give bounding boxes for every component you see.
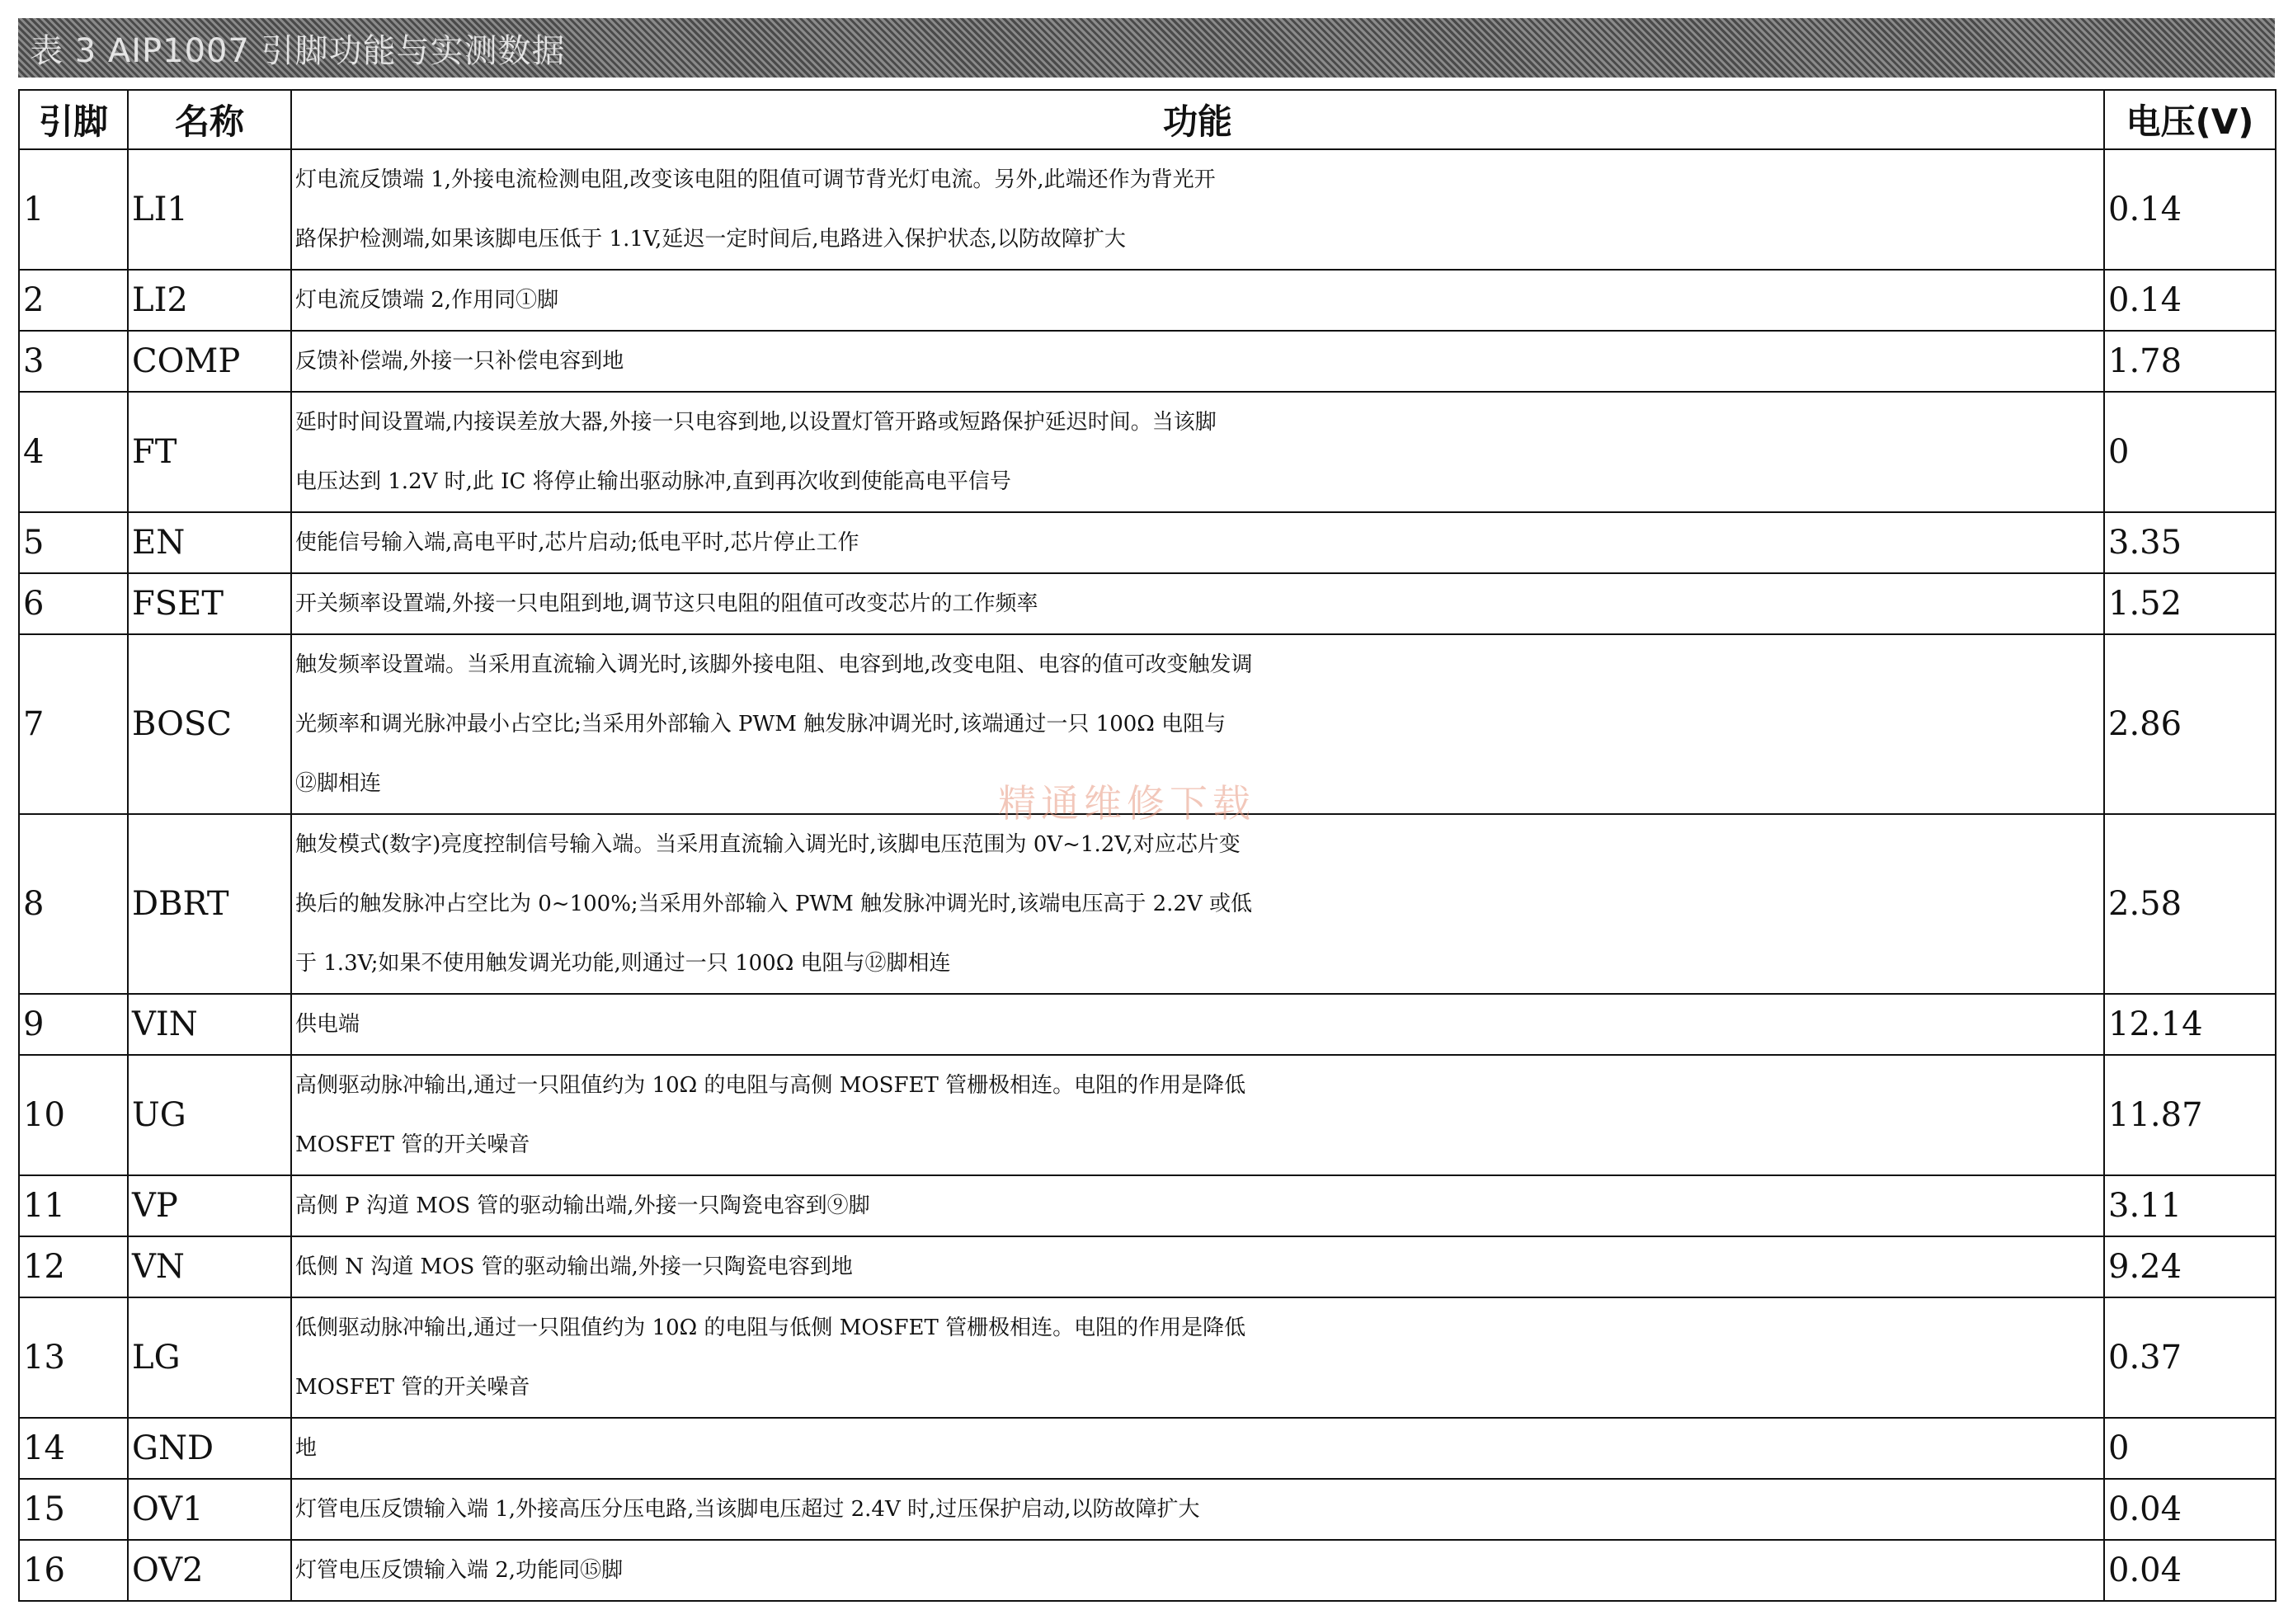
- table-row: [19, 1236, 2276, 1297]
- table-row: [19, 512, 2276, 573]
- pin-voltage: 0.14: [2104, 270, 2276, 331]
- pin-function: [291, 814, 2104, 994]
- function-line: 高侧驱动脉冲输出,通过一只阻值约为 10Ω 的电阻与高侧 MOSFET 管栅极相连。电阻的作用是降低: [295, 1073, 1246, 1098]
- pin-function: [291, 1479, 2104, 1540]
- pin-name: VP: [128, 1175, 291, 1236]
- function-line: MOSFET 管的开关噪音: [295, 1132, 530, 1157]
- pin-number: 12: [19, 1236, 128, 1297]
- function-line: 灯管电压反馈输入端 1,外接高压分压电路,当该脚电压超过 2.4V 时,过压保护启动,以防故障扩大: [295, 1497, 1200, 1522]
- pin-name: EN: [128, 512, 291, 573]
- function-line: 触发模式(数字)亮度控制信号输入端。当采用直流输入调光时,该脚电压范围为 0V~1.2V,对应芯片变: [295, 832, 1241, 857]
- pin-name: OV2: [128, 1540, 291, 1601]
- pin-function: [291, 573, 2104, 634]
- function-line: 光频率和调光脉冲最小占空比;当采用外部输入 PWM 触发脉冲调光时,该端通过一只 100Ω 电阻与: [295, 712, 1227, 737]
- pin-function: [291, 634, 2104, 814]
- table-row: [19, 1297, 2276, 1418]
- pin-voltage: 0.14: [2104, 149, 2276, 270]
- pin-function: [291, 149, 2104, 270]
- pin-function: [291, 512, 2104, 573]
- table-row: [19, 1175, 2276, 1236]
- pin-function: [291, 1055, 2104, 1175]
- pin-function-table: [18, 89, 2277, 1602]
- pin-number: 4: [19, 392, 128, 512]
- pin-name: BOSC: [128, 634, 291, 814]
- function-line: 换后的触发脉冲占空比为 0~100%;当采用外部输入 PWM 触发脉冲调光时,该端电压高于 2.2V 或低: [295, 892, 1252, 916]
- pin-voltage: 0.37: [2104, 1297, 2276, 1418]
- pin-function: [291, 270, 2104, 331]
- pin-number: 11: [19, 1175, 128, 1236]
- pin-function: [291, 994, 2104, 1055]
- pin-voltage: 9.24: [2104, 1236, 2276, 1297]
- function-line: 电压达到 1.2V 时,此 IC 将停止输出驱动脉冲,直到再次收到使能高电平信号: [295, 469, 1011, 494]
- function-line: 灯电流反馈端 2,作用同①脚: [295, 288, 559, 313]
- pin-name: LI2: [128, 270, 291, 331]
- pin-function: [291, 1236, 2104, 1297]
- table-body: [19, 149, 2276, 1601]
- table-row: [19, 392, 2276, 512]
- table-row: [19, 1540, 2276, 1601]
- function-line: 灯管电压反馈输入端 2,功能同⑮脚: [295, 1558, 624, 1583]
- pin-number: 6: [19, 573, 128, 634]
- pin-number: 14: [19, 1418, 128, 1479]
- table-title: 表 3 AIP1007 引脚功能与实测数据: [30, 31, 566, 70]
- pin-number: 9: [19, 994, 128, 1055]
- table-row: [19, 270, 2276, 331]
- pin-number: 5: [19, 512, 128, 573]
- pin-name: FT: [128, 392, 291, 512]
- pin-number: 16: [19, 1540, 128, 1601]
- table-row: [19, 573, 2276, 634]
- function-line: 开关频率设置端,外接一只电阻到地,调节这只电阻的阻值可改变芯片的工作频率: [295, 591, 1038, 616]
- pin-voltage: 1.78: [2104, 331, 2276, 392]
- function-line: 低侧驱动脉冲输出,通过一只阻值约为 10Ω 的电阻与低侧 MOSFET 管栅极相连。电阻的作用是降低: [295, 1316, 1246, 1340]
- function-line: 灯电流反馈端 1,外接电流检测电阻,改变该电阻的阻值可调节背光灯电流。另外,此端还作为背光开: [295, 167, 1216, 192]
- pin-voltage: 3.11: [2104, 1175, 2276, 1236]
- table-row: [19, 634, 2276, 814]
- pin-number: 2: [19, 270, 128, 331]
- function-line: 路保护检测端,如果该脚电压低于 1.1V,延迟一定时间后,电路进入保护状态,以防故障扩大: [295, 227, 1126, 252]
- table-row: [19, 1418, 2276, 1479]
- pin-number: 7: [19, 634, 128, 814]
- pin-name: VIN: [128, 994, 291, 1055]
- header-row: [19, 90, 2276, 149]
- pin-function: [291, 1540, 2104, 1601]
- table-caption: [18, 18, 2275, 78]
- function-line: 延时时间设置端,内接误差放大器,外接一只电容到地,以设置灯管开路或短路保护延迟时间。当该脚: [295, 410, 1217, 435]
- table-row: [19, 1479, 2276, 1540]
- function-line: 触发频率设置端。当采用直流输入调光时,该脚外接电阻、电容到地,改变电阻、电容的值可改变触发调: [295, 652, 1253, 677]
- header-function: 功能: [291, 90, 2104, 149]
- pin-function: [291, 1297, 2104, 1418]
- header-name: 名称: [128, 90, 291, 149]
- pin-number: 3: [19, 331, 128, 392]
- table-row: [19, 1055, 2276, 1175]
- pin-name: COMP: [128, 331, 291, 392]
- header-pin: 引脚: [19, 90, 128, 149]
- pin-voltage: 0.04: [2104, 1540, 2276, 1601]
- function-line: 供电端: [295, 1012, 360, 1037]
- pin-number: 13: [19, 1297, 128, 1418]
- pin-voltage: 0: [2104, 392, 2276, 512]
- function-line: 地: [295, 1436, 318, 1461]
- pin-name: VN: [128, 1236, 291, 1297]
- function-line: 低侧 N 沟道 MOS 管的驱动输出端,外接一只陶瓷电容到地: [295, 1254, 853, 1279]
- function-line: 于 1.3V;如果不使用触发调光功能,则通过一只 100Ω 电阻与⑫脚相连: [295, 951, 951, 976]
- pin-number: 8: [19, 814, 128, 994]
- function-line: 使能信号输入端,高电平时,芯片启动;低电平时,芯片停止工作: [295, 530, 859, 555]
- pin-voltage: 2.58: [2104, 814, 2276, 994]
- pin-number: 1: [19, 149, 128, 270]
- function-line: MOSFET 管的开关噪音: [295, 1375, 530, 1400]
- pin-name: LG: [128, 1297, 291, 1418]
- pin-name: OV1: [128, 1479, 291, 1540]
- header-voltage: 电压(V): [2104, 90, 2276, 149]
- pin-voltage: 12.14: [2104, 994, 2276, 1055]
- pin-name: UG: [128, 1055, 291, 1175]
- pin-name: FSET: [128, 573, 291, 634]
- pin-function: [291, 392, 2104, 512]
- function-line: ⑫脚相连: [295, 771, 382, 796]
- watermark: 精通维修下载: [998, 781, 1255, 826]
- function-line: 反馈补偿端,外接一只补偿电容到地: [295, 349, 624, 374]
- pin-voltage: 2.86: [2104, 634, 2276, 814]
- pin-function: [291, 1418, 2104, 1479]
- pin-function: [291, 1175, 2104, 1236]
- pin-number: 15: [19, 1479, 128, 1540]
- pin-name: DBRT: [128, 814, 291, 994]
- pin-voltage: 0.04: [2104, 1479, 2276, 1540]
- function-line: 高侧 P 沟道 MOS 管的驱动输出端,外接一只陶瓷电容到⑨脚: [295, 1193, 870, 1218]
- table-row: [19, 814, 2276, 994]
- pin-voltage: 11.87: [2104, 1055, 2276, 1175]
- pin-voltage: 3.35: [2104, 512, 2276, 573]
- table-row: [19, 149, 2276, 270]
- pin-number: 10: [19, 1055, 128, 1175]
- table-row: [19, 331, 2276, 392]
- pin-voltage: 1.52: [2104, 573, 2276, 634]
- pin-voltage: 0: [2104, 1418, 2276, 1479]
- pin-function: [291, 331, 2104, 392]
- table-row: [19, 994, 2276, 1055]
- pin-name: GND: [128, 1418, 291, 1479]
- pin-name: LI1: [128, 149, 291, 270]
